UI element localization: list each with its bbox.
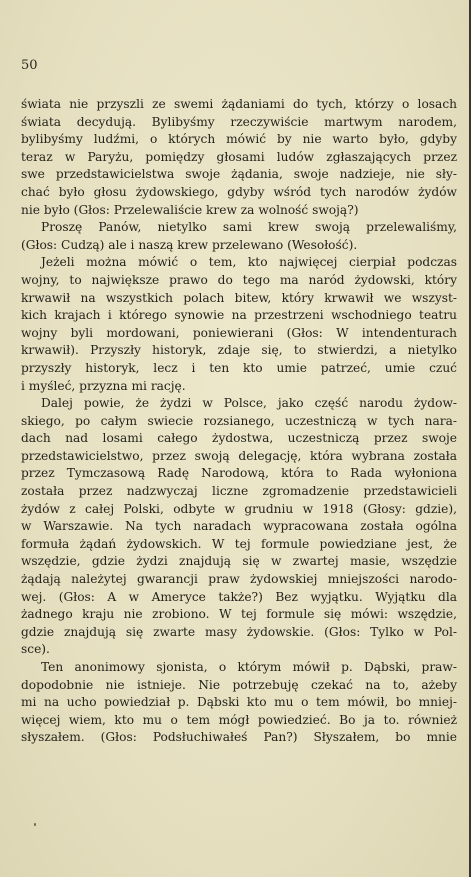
text-line: skiego, po całym swiecie rozsianego, uczestniczą w tych nara- (21, 413, 457, 428)
text-line: przez Tymczasową Radę Narodową, która to Rada wyłoniona (21, 466, 457, 481)
text-line: wej. (Głos: A w Ameryce także?) Bez wyjątku. Wyjątku dla (21, 589, 457, 604)
text-line: w Warszawie. Na tych naradach wypracowana została ogólna (21, 519, 457, 534)
text-line: słyszałem. (Głos: Podsłuchiwałeś Pan?) Słyszałem, bo mnie (21, 730, 457, 745)
body-text (21, 96, 457, 747)
text-line: formuła żądań żydowskich. W tej formule powiedziane jest, że (21, 536, 457, 551)
paper-speck (34, 823, 36, 826)
text-line: przyszły historyk, lecz i ten kto umie patrzeć, umie czuć (21, 360, 457, 375)
text-line: i myśleć, przyzna mi rację. (21, 378, 186, 393)
text-line: (Głos: Cudzą) ale i naszą krew przelewano (Wesołość). (21, 237, 358, 252)
text-line: swe przedstawicielstwa swoje żądania, swoje nadzieje, nie sły- (21, 167, 457, 182)
text-line: krwawił). Przyszły historyk, zdaje się, to stwierdzi, a nietylko (21, 343, 457, 358)
text-line: więcej wiem, kto mu o tem mógł powiedzieć. Bo ja to. również (21, 712, 457, 727)
text-line: wojny byli mordowani, poniewierani (Głos: W intendenturach (21, 325, 457, 340)
text-line: teraz w Paryżu, pomiędzy głosami ludów zgłaszających przez (21, 149, 457, 164)
text-line: została przez nadzwyczaj liczne zgromadzenie przedstawicieli (21, 484, 457, 499)
text-line: żadnego kraju nie zrobiono. W tej formule się mówi: wszędzie, (21, 607, 457, 622)
text-line: nie było (Głos: Przelewaliście krew za wolność swoją?) (21, 202, 359, 217)
text-line: kich krajach i którego synowie na przestrzeni wschodniego teatru (21, 308, 457, 323)
text-line: Jeżeli można mówić o tem, kto najwięcej cierpiał podczas (41, 255, 457, 270)
text-line: świata nie przyszli ze swemi żądaniami do tych, którzy o losach (21, 97, 457, 111)
text-line: żydów z całej Polski, odbyte w grudniu w 1918 (Głosy: gdzie), (21, 501, 457, 516)
text-line: Proszę Panów, nietylko sami krew swoją przelewaliśmy, (41, 220, 457, 235)
page-number: 50 (21, 58, 38, 73)
text-line: chać było głosu żydowskiego, gdyby wśród tych narodów żydów (21, 184, 457, 199)
text-line: Dalej powie, że żydzi w Polsce, jako część narodu żydow- (41, 396, 457, 411)
text-line: świata decydują. Bylibyśmy rzeczywiście martwym narodem, (21, 114, 457, 129)
text-line: dopodobnie nie istnieje. Nie potrzebuję czekać na to, ażeby (21, 677, 457, 692)
text-line: gdzie znajdują się zwarte masy żydowskie. (Głos: Tylko w Pol- (21, 624, 457, 639)
text-line: przedstawicielstwo, przez swoją delegację, która wybrana została (21, 448, 457, 463)
text-line: bylibyśmy ludźmi, o których mówić by nie warto było, gdyby (21, 132, 457, 147)
text-line: Ten anonimowy sjonista, o którym mówił p. Dąbski, praw- (41, 660, 457, 674)
text-line: dach nad losami całego żydostwa, uczestniczą przez swoje (21, 431, 457, 446)
text-line: sce). (21, 642, 50, 657)
text-line: mi na ucho powiedział p. Dąbski kto mu o tem mówił, bo mniej- (21, 695, 457, 710)
text-line: żądają należytej gwarancji praw żydowskiej mniejszości narodo- (21, 572, 457, 587)
text-line: wszędzie, gdzie żydzi znajdują się w zwartej masie, wszędzie (21, 554, 457, 569)
text-line: krwawił na wszystkich polach bitew, który krwawił we wszyst- (21, 290, 457, 305)
text-line: wojny, to największe prawo do tego ma naród żydowski, który (21, 272, 457, 287)
